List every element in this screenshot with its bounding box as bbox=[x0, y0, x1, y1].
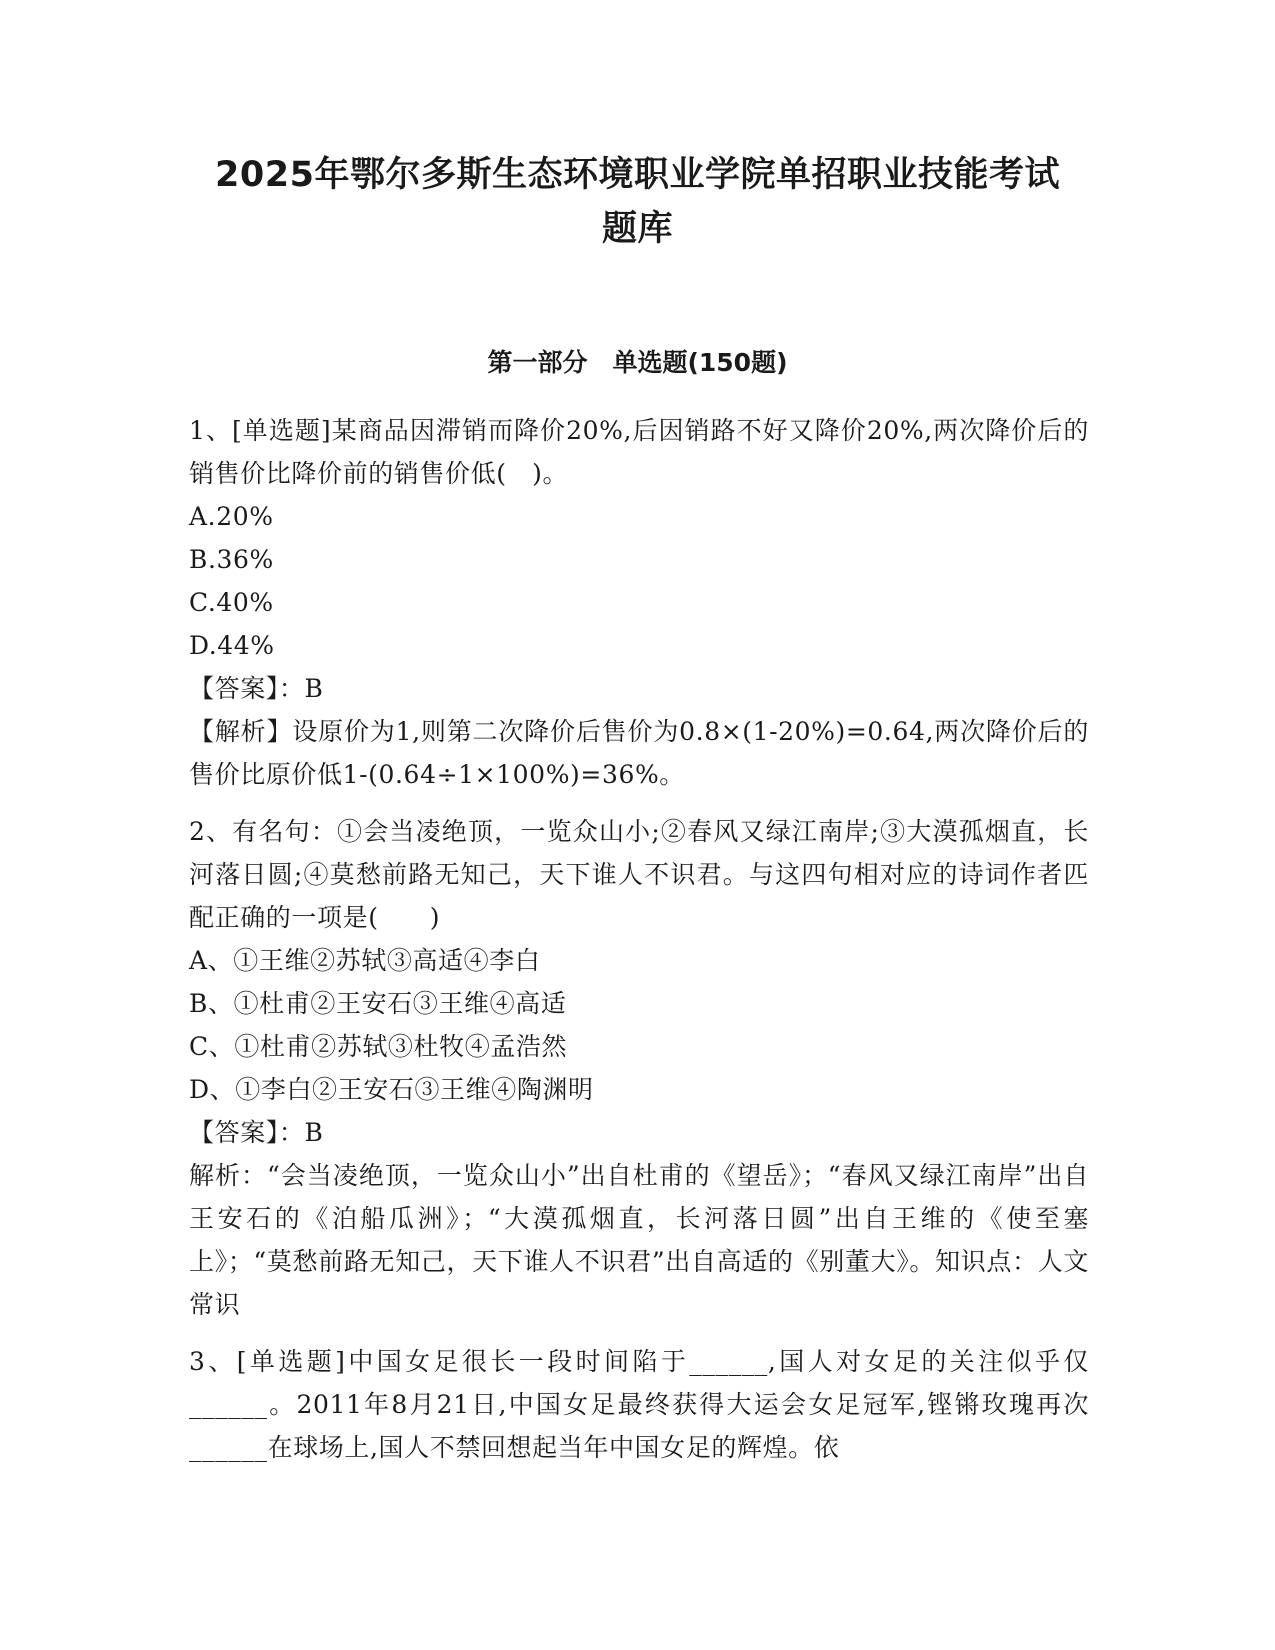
option-c: C、①杜甫②苏轼③杜牧④孟浩然 bbox=[189, 1032, 568, 1061]
question-stem: 3、[单选题]中国女足很长一段时间陷于______,国人对女足的关注似乎仅______。2011年8月21日,中国女足最终获得大运会女足冠军,铿锵玫瑰再次______在球场上,国人不禁回想起当年中国女足的辉煌。依 bbox=[189, 1347, 1089, 1462]
option-d: D.44% bbox=[189, 631, 275, 660]
option-c: C.40% bbox=[189, 588, 274, 617]
document-title bbox=[150, 148, 1125, 256]
title-line-2: 题库 bbox=[601, 209, 673, 249]
question-list bbox=[189, 409, 1089, 1483]
answer-line: 【答案】：B bbox=[189, 674, 324, 703]
question-2 bbox=[189, 810, 1089, 1326]
option-d: D、①李白②王安石③王维④陶渊明 bbox=[189, 1075, 594, 1104]
question-1 bbox=[189, 409, 1089, 796]
question-3 bbox=[189, 1340, 1089, 1469]
option-b: B、①杜甫②王安石③王维④高适 bbox=[189, 989, 567, 1018]
section-heading: 第一部分 单选题(150题) bbox=[487, 348, 788, 377]
question-stem: 2、有名句：①会当凌绝顶，一览众山小;②春风又绿江南岸;③大漠孤烟直，长河落日圆;④莫愁前路无知己，天下谁人不识君。与这四句相对应的诗词作者匹配正确的一项是( ) bbox=[189, 817, 1089, 932]
question-stem: 1、[单选题]某商品因滞销而降价20%,后因销路不好又降价20%,两次降价后的销售价比降价前的销售价低( )。 bbox=[189, 416, 1089, 488]
title-line-1: 2025年鄂尔多斯生态环境职业学院单招职业技能考试 bbox=[215, 155, 1060, 195]
analysis-text: 解析：“会当凌绝顶，一览众山小”出自杜甫的《望岳》；“春风又绿江南岸”出自王安石的《泊船瓜洲》；“大漠孤烟直，长河落日圆”出自王维的《使至塞上》；“莫愁前路无知己，天下谁人不识君”出自高适的《别董大》。知识点：人文常识 bbox=[189, 1161, 1089, 1319]
option-a: A.20% bbox=[189, 502, 274, 531]
answer-line: 【答案】：B bbox=[189, 1118, 324, 1147]
option-a: A、①王维②苏轼③高适④李白 bbox=[189, 946, 541, 975]
analysis-text: 【解析】设原价为1,则第二次降价后售价为0.8×(1-20%)=0.64,两次降价后的售价比原价低1-(0.64÷1×100%)=36%。 bbox=[189, 717, 1089, 789]
option-b: B.36% bbox=[189, 545, 274, 574]
